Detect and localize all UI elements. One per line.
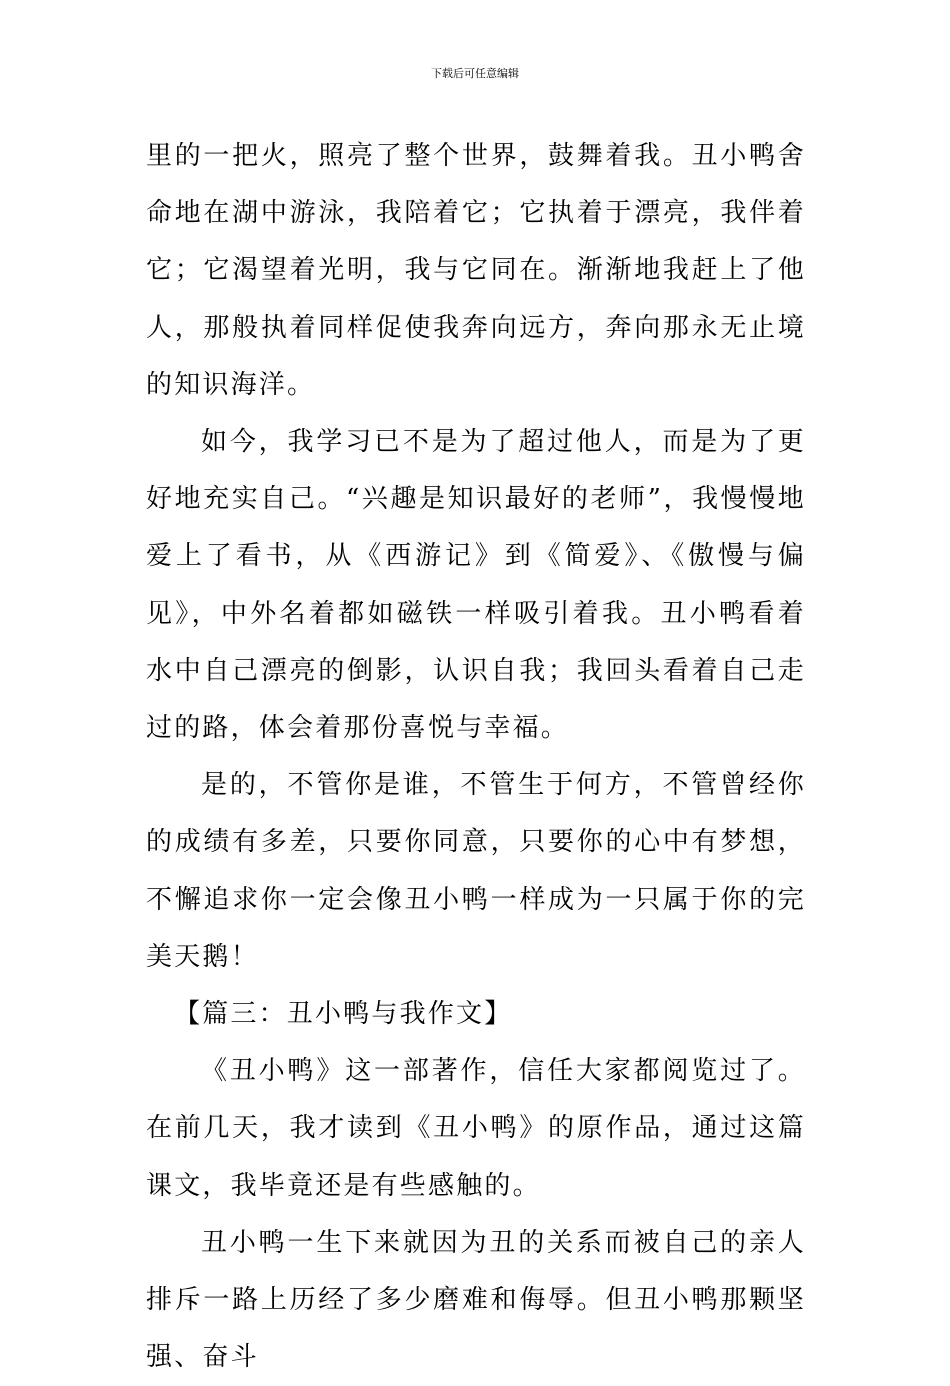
document-body [146,128,806,1386]
section-heading: 【篇三：丑小鸭与我作文】 [174,999,513,1030]
page-header: 下载后可任意编辑 [431,67,519,80]
paragraph: 《丑小鸭》这一部著作，信任大家都阅览过了。在前几天，我才读到《丑小鸭》的原作品，通过这篇课文，我毕竟还是有些感触的。 [146,1056,806,1201]
paragraph-continuation: 里的一把火，照亮了整个世界，鼓舞着我。丑小鸭舍命地在湖中游泳，我陪着它；它执着于漂亮，我伴着它；它渴望着光明，我与它同在。渐渐地我赶上了他人，那般执着同样促使我奔向远方，奔向那永无止境的知识海洋。 [146,141,806,400]
paragraph: 是的，不管你是谁，不管生于何方，不管曾经你的成绩有多差，只要你同意，只要你的心中有梦想，不懈追求你一定会像丑小鸭一样成为一只属于你的完美天鹅！ [146,770,806,972]
paragraph: 丑小鸭一生下来就因为丑的关系而被自己的亲人排斥一路上历经了多少磨难和侮辱。但丑小鸭那颗坚强、奋斗 [146,1227,806,1373]
paragraph: 如今，我学习已不是为了超过他人，而是为了更好地充实自己。“兴趣是知识最好的老师”，我慢慢地爱上了看书，从《西游记》到《简爱》、《傲慢与偏见》，中外名着都如磁铁一样吸引着我。丑小鸭看着水中自己漂亮的倒影，认识自我；我回头看着自己走过的路，体会着那份喜悦与幸福。 [146,427,806,744]
